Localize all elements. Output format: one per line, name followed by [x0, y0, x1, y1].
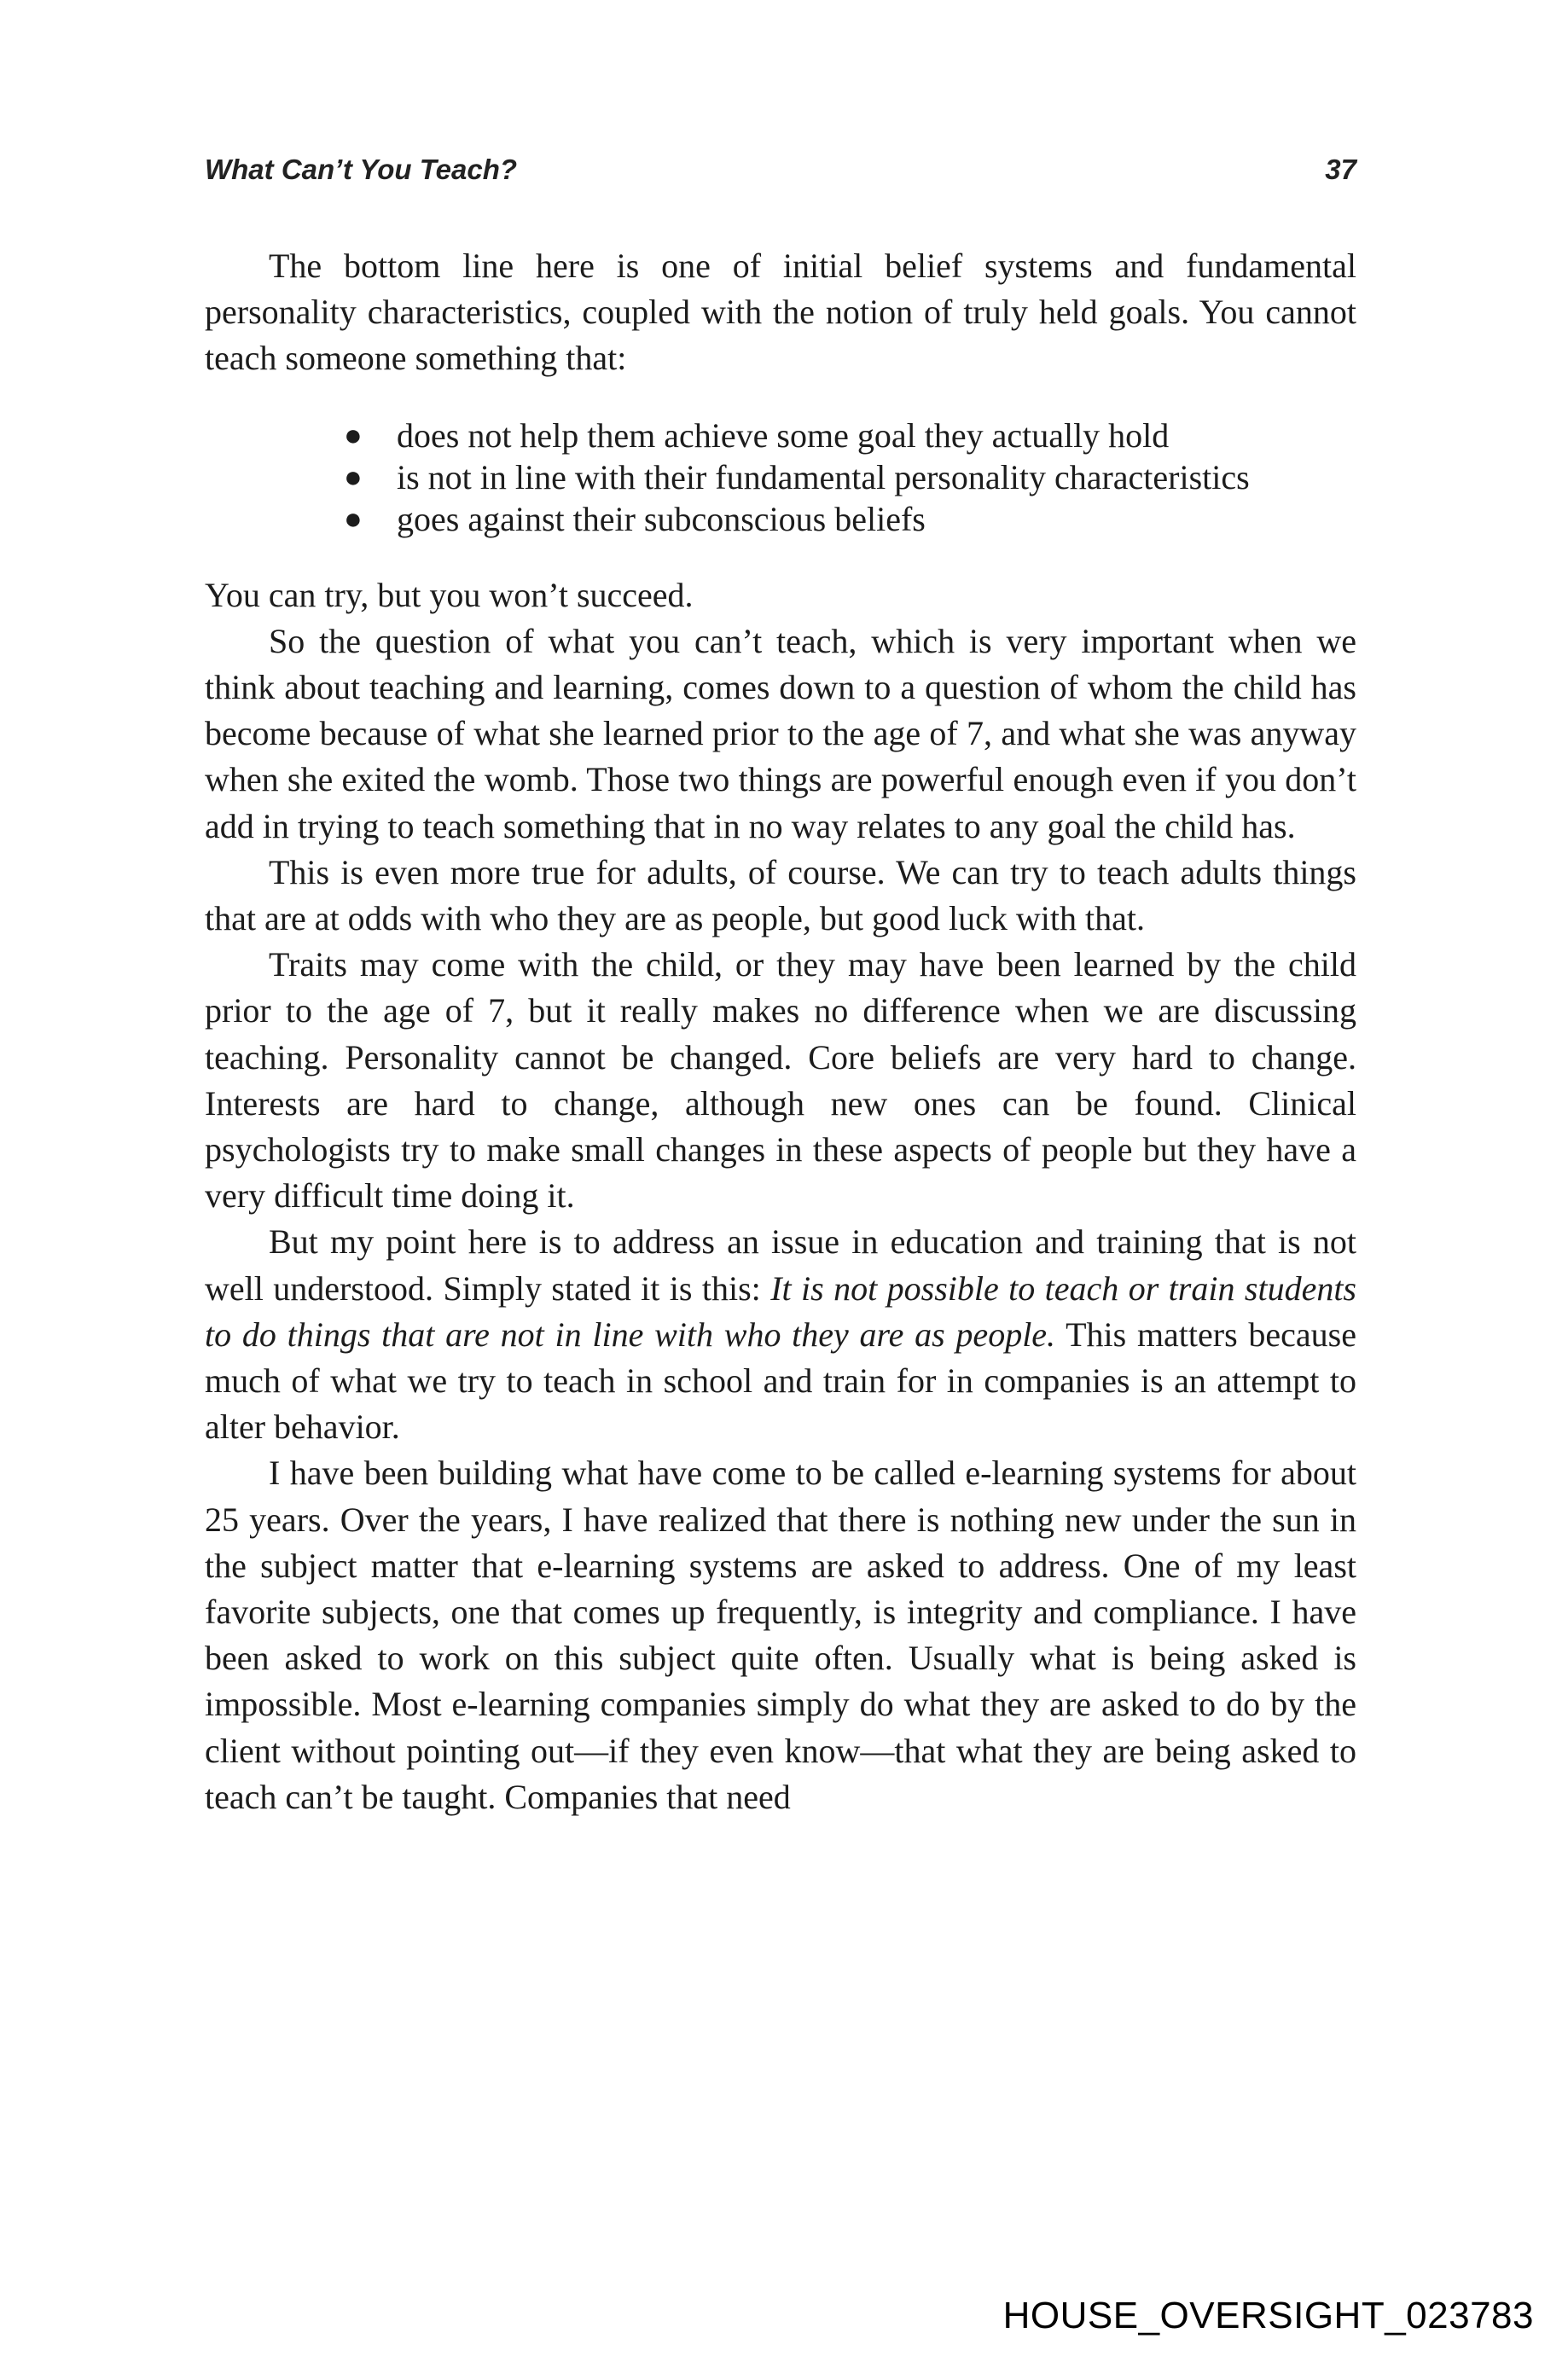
- list-item: [344, 415, 1356, 456]
- running-head: [205, 154, 1356, 196]
- bullet-icon: ●: [344, 417, 363, 452]
- bullet-list: [205, 415, 1356, 540]
- bates-stamp: HOUSE_OVERSIGHT_023783: [1002, 2295, 1534, 2336]
- paragraph-after-list: You can try, but you won’t succeed.: [205, 575, 694, 614]
- chapter-title: What Can’t You Teach?: [205, 154, 518, 185]
- list-item-text: goes against their subconscious beliefs: [397, 499, 926, 538]
- paragraph-intro: The bottom line here is one of initial belief systems and fundamental personality characteristics, coupled with the notion of truly held goals. You cannot teach someone something that:: [205, 247, 1356, 378]
- paragraph-3: This is even more true for adults, of course. We can try to teach adults things that are at odds with who they are as people, but good luck with that.: [205, 852, 1356, 938]
- paragraph-2: So the question of what you can’t teach, which is very important when we think about teaching and learning, comes down to a question of whom the child has become because of what she learned prior to the age of 7, and what she was anyway when she exited the womb. Those two things are powerful enough even if you don’t add in trying to teach something that in no way relates to any goal the child has.: [205, 621, 1356, 845]
- paragraph-5: [205, 1219, 1356, 1450]
- paragraph-5-end: This matters because much of what we try to teach in school and train for in companies is an attempt to alter behavior.: [205, 1314, 1356, 1447]
- list-item: [344, 498, 1356, 540]
- list-item-text: is not in line with their fundamental personality characteristics: [397, 457, 1250, 496]
- bullet-icon: ●: [344, 459, 363, 494]
- paragraph-6: I have been building what have come to be called e-learning systems for about 25 years. Over the years, I have realized that there is nothing new under the sun in the subject matter that e-learning systems are asked to address. One of my least favorite subjects, one that comes up frequently, is integrity and compliance. I have been asked to work on this subject quite often. Usually what is being asked is impossible. Most e-learning companies simply do what they are asked to do by the client without pointing out—if they even know—that what they are being asked to teach can’t be taught. Companies that need: [205, 1454, 1356, 1816]
- paragraph-5-start: But my point here is to address an issue in education and training that is not well understood. Simply stated it is this:: [205, 1222, 1356, 1308]
- list-item: [344, 456, 1356, 498]
- page-number: 37: [1325, 154, 1356, 185]
- paragraph-5-italic: It is not possible to teach or train students to do things that are not in line with who they are as people.: [205, 1268, 1357, 1354]
- body-text: [205, 243, 1356, 1820]
- paragraph-4: Traits may come with the child, or they may have been learned by the child prior to the age of 7, but it really makes no difference when we are discussing teaching. Personality cannot be changed. Core beliefs are very hard to change. Interests are hard to change, although new ones can be found. Clinical psychologists try to make small changes in these aspects of people but they have a very difficult time doing it.: [205, 945, 1356, 1216]
- list-item-text: does not help them achieve some goal they actually hold: [397, 415, 1170, 455]
- bullet-icon: ●: [344, 501, 363, 536]
